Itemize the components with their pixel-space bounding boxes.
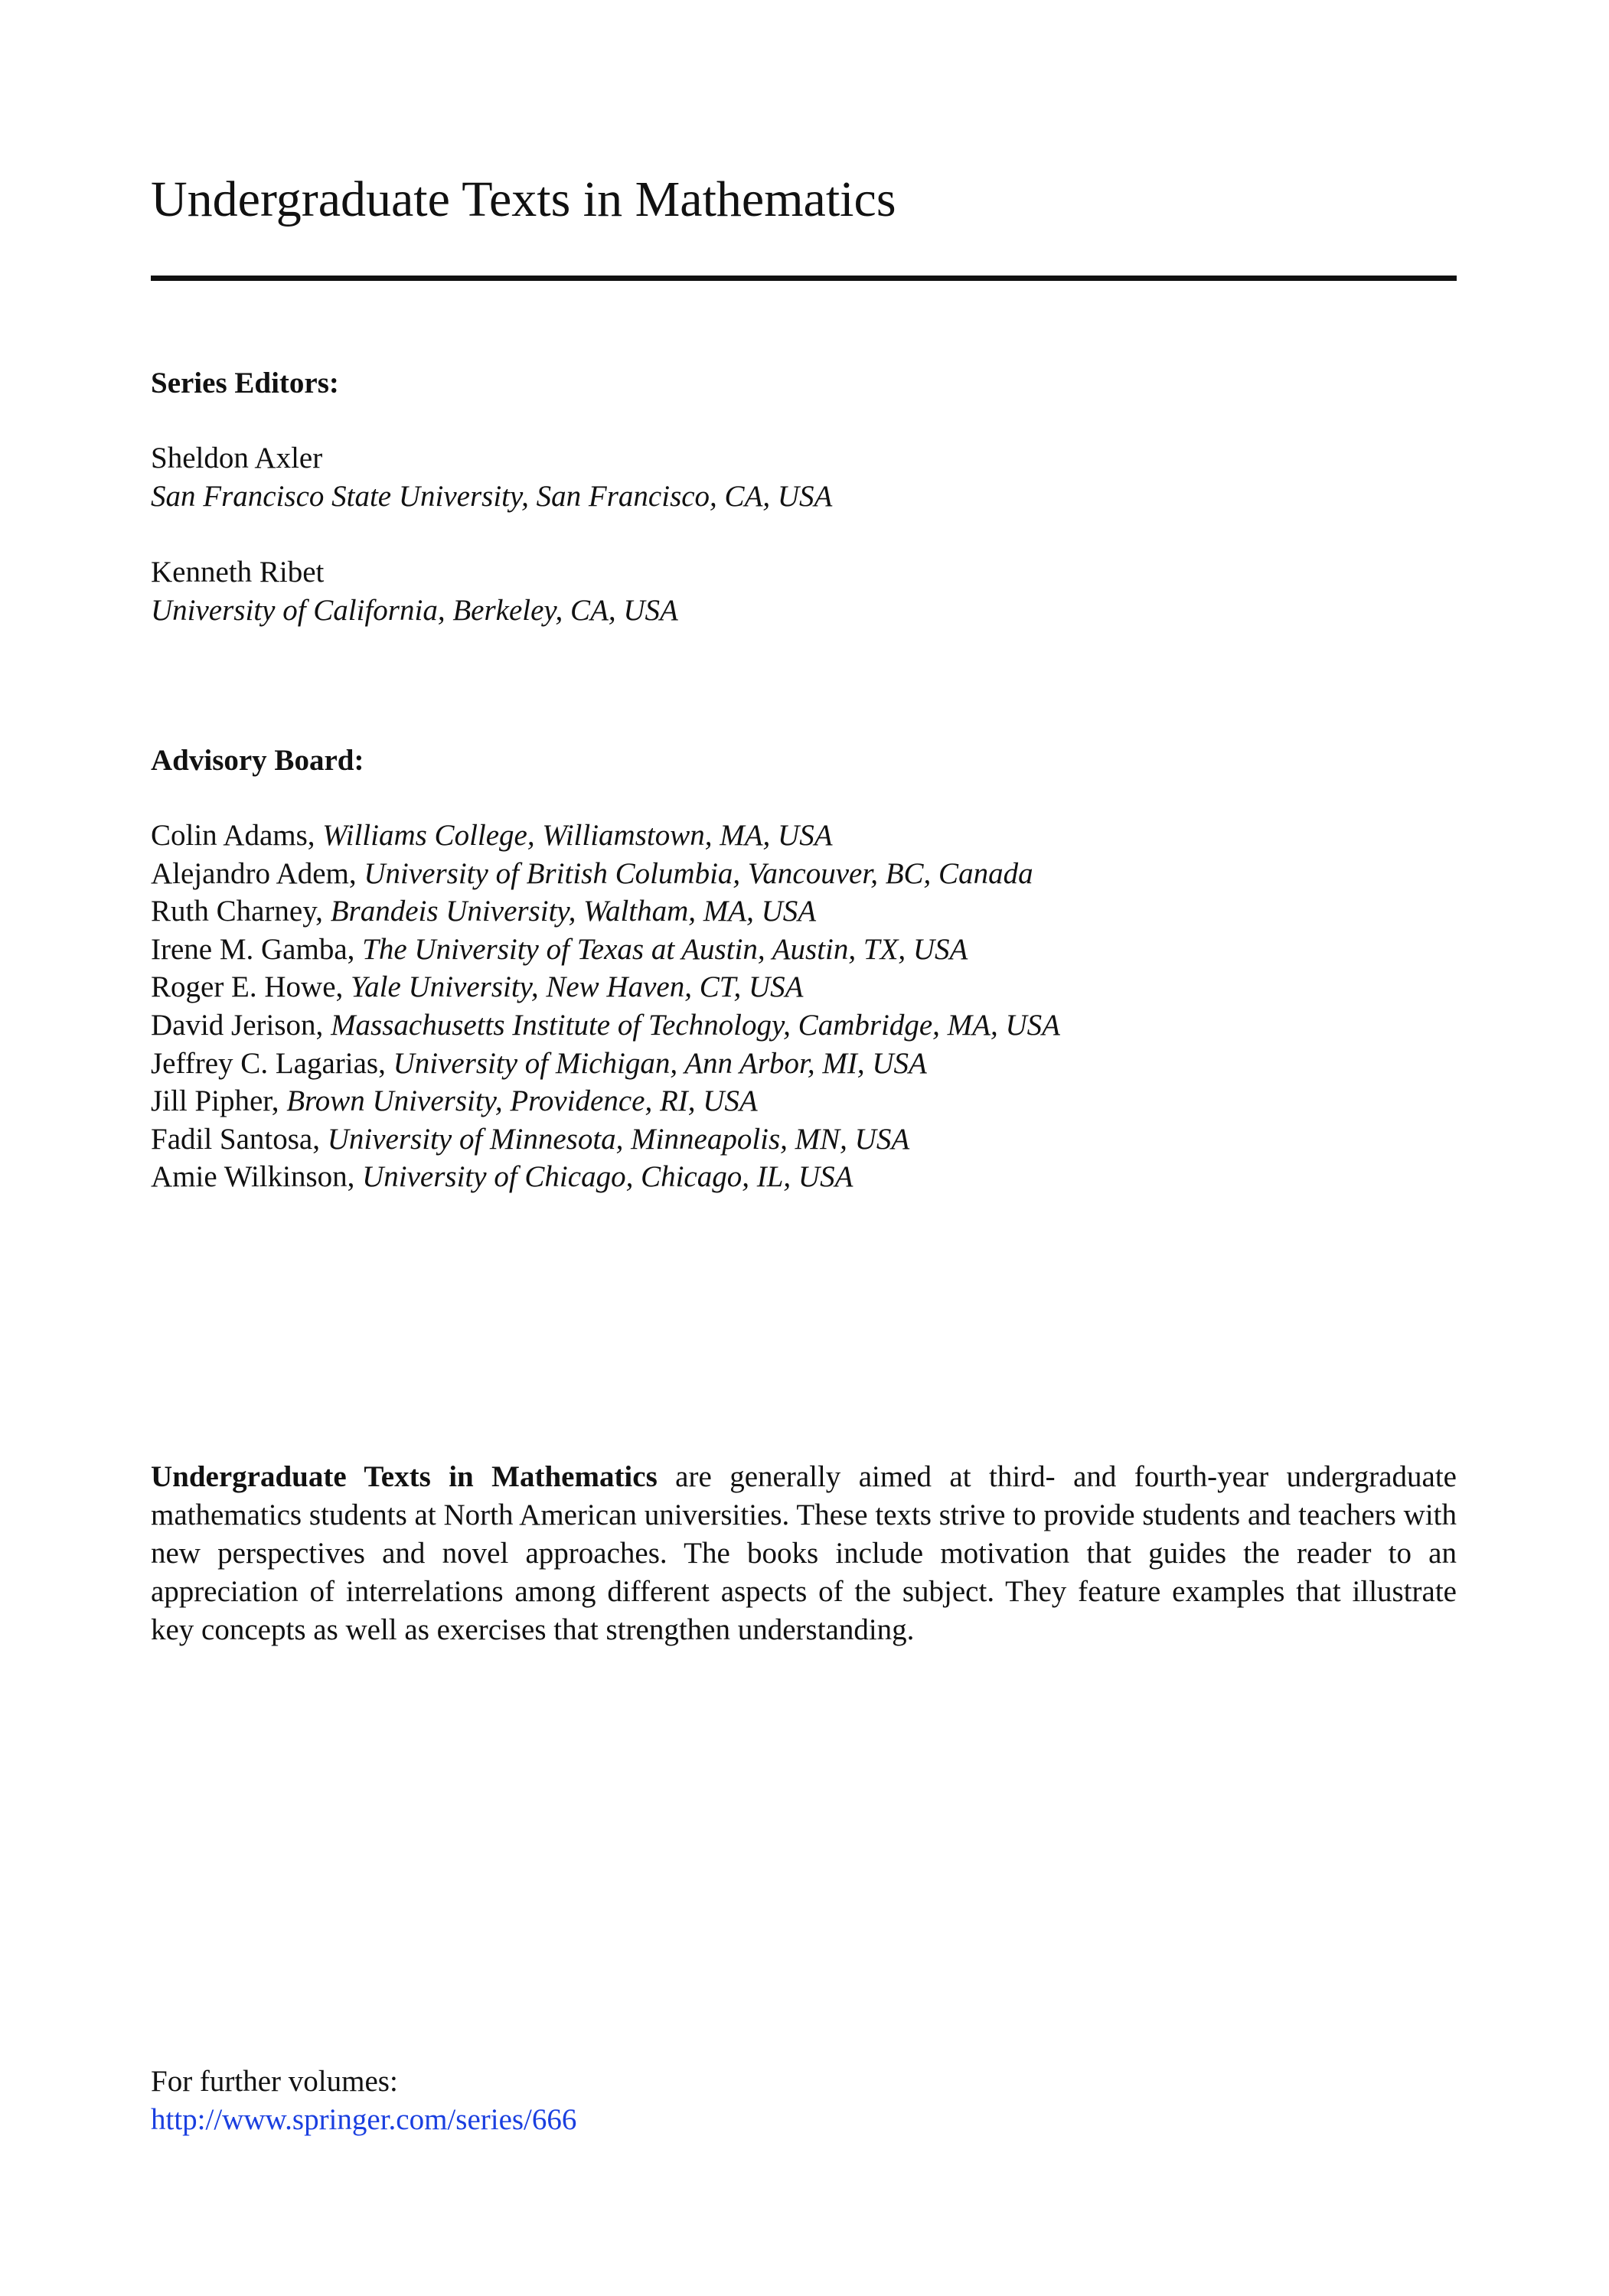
page-title: Undergraduate Texts in Mathematics <box>151 171 896 227</box>
board-member <box>151 1158 1060 1196</box>
member-affiliation: Yale University, New Haven, CT, USA <box>351 970 804 1004</box>
board-member <box>151 817 1060 855</box>
series-description <box>151 1458 1457 1649</box>
series-editor <box>151 439 832 516</box>
advisory-board-list <box>151 817 1060 1196</box>
board-member <box>151 968 1060 1006</box>
further-volumes-label: For further volumes: <box>151 2065 398 2098</box>
board-member <box>151 855 1060 893</box>
board-member <box>151 892 1060 931</box>
member-name: Jeffrey C. Lagarias, <box>151 1046 386 1080</box>
board-member <box>151 1006 1060 1045</box>
member-name: Roger E. Howe, <box>151 970 344 1004</box>
member-name: Irene M. Gamba, <box>151 932 355 966</box>
member-name: Fadil Santosa, <box>151 1122 320 1156</box>
further-volumes <box>151 2063 576 2139</box>
title-rule <box>151 276 1457 281</box>
advisory-board-heading: Advisory Board: <box>151 744 364 777</box>
editor-affiliation: San Francisco State University, San Francisco, CA, USA <box>151 480 833 513</box>
member-name: Amie Wilkinson, <box>151 1160 355 1194</box>
member-affiliation: The University of Texas at Austin, Austin, TX, USA <box>362 932 968 966</box>
member-affiliation: University of Michigan, Ann Arbor, MI, USA <box>393 1046 927 1080</box>
board-member <box>151 1120 1060 1159</box>
board-member <box>151 1082 1060 1120</box>
member-affiliation: Massachusetts Institute of Technology, Cambridge, MA, USA <box>331 1008 1060 1042</box>
editor-name: Sheldon Axler <box>151 442 323 475</box>
board-member <box>151 1045 1060 1083</box>
series-editor <box>151 553 678 630</box>
editor-name: Kenneth Ribet <box>151 556 325 589</box>
editor-affiliation: University of California, Berkeley, CA, USA <box>151 594 678 627</box>
member-affiliation: University of Minnesota, Minneapolis, MN, USA <box>327 1122 910 1156</box>
member-affiliation: University of British Columbia, Vancouver, BC, Canada <box>364 856 1033 890</box>
member-affiliation: Williams College, Williamstown, MA, USA <box>322 819 833 852</box>
member-name: Colin Adams, <box>151 819 315 852</box>
series-link[interactable]: http://www.springer.com/series/666 <box>151 2103 577 2136</box>
description-text: are generally aimed at third- and fourth-year undergraduate mathematics students at North American universities. These texts strive to provide students and teachers with new perspectives and novel approaches. The books include motivation that guides the reader to an appreciation of interrelations among different aspects of the subject. They feature examples that illustrate key concepts as well as exercises that strengthen understanding. <box>151 1460 1457 1646</box>
member-name: Alejandro Adem, <box>151 856 357 890</box>
board-member <box>151 931 1060 969</box>
member-name: David Jerison, <box>151 1008 324 1042</box>
member-affiliation: Brown University, Providence, RI, USA <box>286 1084 758 1118</box>
member-name: Ruth Charney, <box>151 895 323 928</box>
description-series-name: Undergraduate Texts in Mathematics <box>151 1460 658 1493</box>
series-editors-heading: Series Editors: <box>151 367 339 400</box>
member-affiliation: University of Chicago, Chicago, IL, USA <box>362 1160 853 1194</box>
member-name: Jill Pipher, <box>151 1084 279 1118</box>
member-affiliation: Brandeis University, Waltham, MA, USA <box>330 895 817 928</box>
